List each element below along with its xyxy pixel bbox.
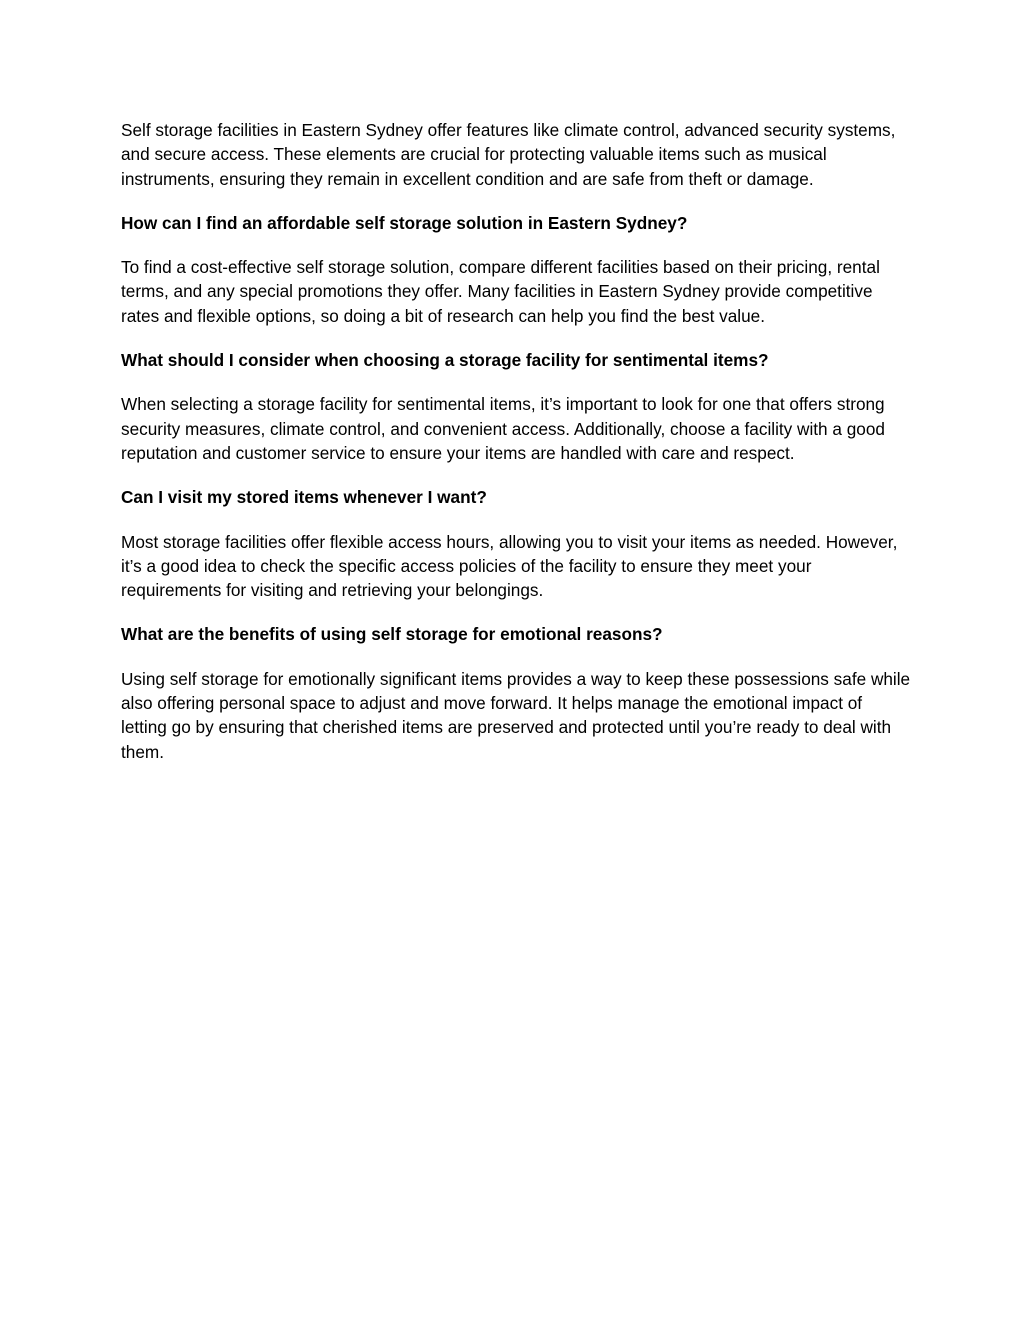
faq-answer-emotional: Using self storage for emotionally significant items provides a way to keep these possessions safe while also offering personal space to adjust and move forward. It helps manage the emotional impact of letting go by ensuring that cherished items are preserved and protected until you’re ready to deal with them. <box>121 668 911 762</box>
faq-answer-affordable: To find a cost-effective self storage solution, compare different facilities based on their pricing, rental terms, and any special promotions they offer. Many facilities in Eastern Sydney provide competitive rates and flexible options, so doing a bit of research can help you find the best value. <box>121 257 880 326</box>
faq-answer-sentimental: When selecting a storage facility for sentimental items, it’s important to look for one that offers strong security measures, climate control, and convenient access. Additionally, choose a facility with a good reputation and customer service to ensure your items are handled with care and respect. <box>121 394 885 463</box>
faq-question-visit: Can I visit my stored items whenever I want? <box>121 487 487 508</box>
document-body <box>121 118 911 784</box>
faq-question-emotional: What are the benefits of using self storage for emotional reasons? <box>121 624 663 645</box>
faq-question-sentimental: What should I consider when choosing a storage facility for sentimental items? <box>121 350 769 371</box>
intro-paragraph: Self storage facilities in Eastern Sydney offer features like climate control, advanced security systems, and secure access. These elements are crucial for protecting valuable items such as musical instruments, ensuring they remain in excellent condition and are safe from theft or damage. <box>121 120 896 189</box>
faq-answer-visit: Most storage facilities offer flexible access hours, allowing you to visit your items as needed. However, it’s a good idea to check the specific access policies of the facility to ensure they meet your requirements for visiting and retrieving your belongings. <box>121 531 898 601</box>
faq-question-affordable: How can I find an affordable self storage solution in Eastern Sydney? <box>121 212 688 233</box>
